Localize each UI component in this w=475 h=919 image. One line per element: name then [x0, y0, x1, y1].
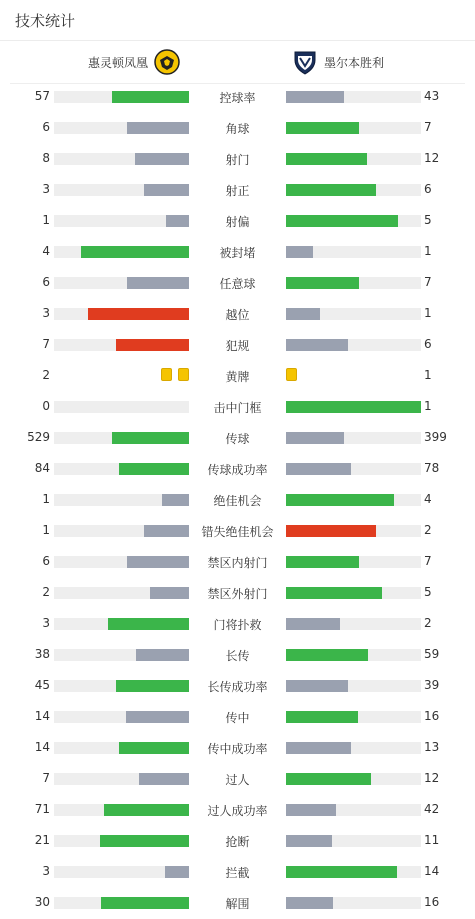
- away-stat-bar-fill: [286, 866, 397, 878]
- away-stat-bar: [286, 773, 421, 785]
- away-stat-value: 6: [424, 182, 432, 196]
- stat-row: [0, 484, 475, 515]
- away-stat-bar: [286, 680, 421, 692]
- home-stat-bar: [54, 742, 189, 754]
- home-stat-bar: [54, 587, 189, 599]
- home-stat-bar: [54, 835, 189, 847]
- stat-label: 击中门框: [213, 401, 262, 415]
- stat-label: 犯规: [225, 339, 250, 353]
- away-stat-value: 2: [424, 616, 432, 630]
- home-stat-bar-fill: [112, 432, 189, 444]
- away-stat-value: 59: [424, 647, 440, 661]
- home-stat-value: 7: [42, 771, 50, 785]
- home-stat-value: 8: [42, 151, 50, 165]
- away-stat-bar: [286, 556, 421, 568]
- away-stat-bar-fill: [286, 215, 398, 227]
- home-cards: [54, 368, 189, 382]
- stat-label: 射偏: [225, 215, 250, 229]
- away-stat-bar-fill: [286, 91, 344, 103]
- away-stat-value: 12: [424, 771, 440, 785]
- home-stat-value: 0: [42, 399, 50, 413]
- away-stat-value: 7: [424, 120, 432, 134]
- away-stat-bar: [286, 897, 421, 909]
- away-team-name: 墨尔本胜利: [324, 55, 385, 70]
- away-stat-value: 11: [424, 833, 440, 847]
- home-stat-value: 1: [42, 213, 50, 227]
- away-stat-bar-fill: [286, 649, 368, 661]
- home-stat-bar-fill: [116, 339, 189, 351]
- away-stat-bar-fill: [286, 587, 382, 599]
- away-stat-value: 14: [424, 864, 440, 878]
- team-header: [10, 41, 465, 84]
- home-stat-value: 6: [42, 554, 50, 568]
- home-stat-bar: [54, 153, 189, 165]
- home-stat-bar-fill: [100, 835, 189, 847]
- away-stat-bar-fill: [286, 804, 336, 816]
- away-stat-bar-fill: [286, 277, 359, 289]
- stat-label: 黄牌: [225, 370, 250, 384]
- away-stat-bar-fill: [286, 401, 421, 413]
- home-stat-bar-fill: [127, 556, 189, 568]
- home-stat-bar-fill: [144, 525, 189, 537]
- home-stat-value: 529: [27, 430, 50, 444]
- stat-label: 传球成功率: [207, 463, 268, 477]
- home-stat-bar: [54, 556, 189, 568]
- away-stat-bar-fill: [286, 122, 359, 134]
- home-stat-bar-fill: [139, 773, 189, 785]
- stat-label: 传中成功率: [207, 742, 268, 756]
- away-stat-value: 4: [424, 492, 432, 506]
- home-stat-bar-fill: [166, 215, 189, 227]
- away-stat-bar: [286, 277, 421, 289]
- away-stat-bar-fill: [286, 494, 394, 506]
- stat-label: 门将扑救: [213, 618, 262, 632]
- away-stat-bar-fill: [286, 153, 367, 165]
- away-stat-value: 42: [424, 802, 440, 816]
- home-stat-bar: [54, 277, 189, 289]
- home-team-name: 惠灵顿凤凰: [87, 55, 148, 70]
- stat-row: [0, 546, 475, 577]
- home-team-logo-icon: [154, 49, 180, 75]
- stat-label: 射门: [225, 153, 250, 167]
- away-stat-bar: [286, 649, 421, 661]
- home-stat-bar-fill: [119, 463, 189, 475]
- home-stat-value: 71: [34, 802, 50, 816]
- stat-label: 任意球: [219, 277, 256, 291]
- stat-label: 控球率: [219, 91, 256, 105]
- away-stat-bar-fill: [286, 463, 351, 475]
- stat-row: [0, 794, 475, 825]
- away-stat-bar: [286, 494, 421, 506]
- home-stat-bar: [54, 215, 189, 227]
- away-stat-value: 1: [424, 306, 432, 320]
- stat-label: 错失绝佳机会: [201, 525, 274, 539]
- stat-label: 抢断: [225, 835, 250, 849]
- stat-label: 被封堵: [219, 246, 256, 260]
- away-stat-value: 1: [424, 399, 432, 413]
- away-stat-value: 6: [424, 337, 432, 351]
- stat-row: [0, 577, 475, 608]
- home-stat-bar: [54, 773, 189, 785]
- yellow-card-icon: [286, 368, 297, 381]
- away-stat-bar-fill: [286, 897, 333, 909]
- stat-row: [0, 856, 475, 887]
- away-stat-value: 13: [424, 740, 440, 754]
- home-stat-value: 2: [42, 368, 50, 382]
- stat-row: [0, 267, 475, 298]
- away-stat-bar-fill: [286, 525, 376, 537]
- away-stat-bar: [286, 246, 421, 258]
- home-stat-value: 6: [42, 275, 50, 289]
- stat-label: 过人成功率: [207, 804, 268, 818]
- away-stat-bar-fill: [286, 432, 344, 444]
- away-stat-bar-fill: [286, 246, 313, 258]
- away-stat-value: 16: [424, 895, 440, 909]
- away-stat-value: 78: [424, 461, 440, 475]
- away-stat-bar-fill: [286, 680, 348, 692]
- away-stat-bar: [286, 463, 421, 475]
- away-stat-value: 1: [424, 368, 432, 382]
- home-stat-bar-fill: [165, 866, 189, 878]
- home-stat-value: 57: [34, 89, 50, 103]
- away-stat-bar: [286, 587, 421, 599]
- home-stat-value: 7: [42, 337, 50, 351]
- home-stat-bar-fill: [116, 680, 189, 692]
- home-stat-bar: [54, 91, 189, 103]
- home-stat-value: 2: [42, 585, 50, 599]
- away-stat-value: 7: [424, 275, 432, 289]
- away-stat-bar-fill: [286, 308, 320, 320]
- home-stat-bar: [54, 494, 189, 506]
- home-stat-bar: [54, 463, 189, 475]
- home-stat-value: 14: [34, 740, 50, 754]
- away-stat-bar: [286, 711, 421, 723]
- stat-label: 传球: [225, 432, 250, 446]
- home-stat-bar: [54, 618, 189, 630]
- home-team[interactable]: [88, 48, 180, 76]
- home-stat-bar-fill: [162, 494, 189, 506]
- stat-row: [0, 422, 475, 453]
- away-stat-value: 2: [424, 523, 432, 537]
- away-stat-bar: [286, 742, 421, 754]
- away-stat-value: 399: [424, 430, 447, 444]
- home-stat-bar-fill: [150, 587, 189, 599]
- home-stat-bar-fill: [127, 277, 189, 289]
- stat-label: 角球: [225, 122, 250, 136]
- stat-label: 拦截: [225, 866, 250, 880]
- away-stat-bar: [286, 215, 421, 227]
- stat-row: [0, 825, 475, 856]
- home-stat-value: 38: [34, 647, 50, 661]
- home-stat-value: 3: [42, 616, 50, 630]
- stat-label: 禁区外射门: [207, 587, 268, 601]
- home-stat-value: 21: [34, 833, 50, 847]
- home-stat-bar: [54, 339, 189, 351]
- stat-row: [0, 143, 475, 174]
- away-stat-value: 43: [424, 89, 440, 103]
- stat-row: [0, 453, 475, 484]
- away-stat-bar-fill: [286, 773, 371, 785]
- stat-row: [0, 236, 475, 267]
- stat-row: [0, 112, 475, 143]
- away-stat-bar: [286, 308, 421, 320]
- yellow-card-icon: [178, 368, 189, 381]
- stat-row: [0, 887, 475, 918]
- home-stat-value: 6: [42, 120, 50, 134]
- home-stat-bar: [54, 246, 189, 258]
- yellow-card-icon: [161, 368, 172, 381]
- stat-row: [0, 701, 475, 732]
- stat-row: [0, 732, 475, 763]
- home-stat-value: 1: [42, 523, 50, 537]
- home-stat-value: 45: [34, 678, 50, 692]
- stat-label: 禁区内射门: [207, 556, 268, 570]
- stat-label: 长传: [225, 649, 250, 663]
- stat-label: 解围: [225, 897, 250, 911]
- away-stat-bar-fill: [286, 339, 348, 351]
- stat-row: [0, 174, 475, 205]
- home-stat-bar: [54, 804, 189, 816]
- page-header: [0, 0, 475, 41]
- home-stat-bar-fill: [135, 153, 189, 165]
- away-stat-bar-fill: [286, 711, 358, 723]
- home-stat-value: 14: [34, 709, 50, 723]
- stat-row: [0, 329, 475, 360]
- home-stat-bar: [54, 525, 189, 537]
- stat-label: 传中: [225, 711, 250, 725]
- home-stat-value: 3: [42, 864, 50, 878]
- away-stat-bar: [286, 401, 421, 413]
- away-stat-bar: [286, 122, 421, 134]
- home-stat-bar-fill: [144, 184, 189, 196]
- away-stat-bar-fill: [286, 556, 359, 568]
- stat-label: 越位: [225, 308, 250, 322]
- away-stat-value: 5: [424, 213, 432, 227]
- stat-row: [0, 608, 475, 639]
- away-stat-value: 5: [424, 585, 432, 599]
- page-title: 技术统计: [15, 12, 76, 30]
- home-stat-bar: [54, 432, 189, 444]
- home-stat-bar: [54, 680, 189, 692]
- home-stat-bar-fill: [126, 711, 189, 723]
- home-stat-value: 1: [42, 492, 50, 506]
- home-stat-value: 84: [34, 461, 50, 475]
- home-stat-bar-fill: [119, 742, 189, 754]
- home-stat-bar: [54, 649, 189, 661]
- away-stat-value: 39: [424, 678, 440, 692]
- home-stat-bar-fill: [81, 246, 189, 258]
- away-stat-bar-fill: [286, 618, 340, 630]
- home-stat-bar: [54, 122, 189, 134]
- stat-row: [0, 205, 475, 236]
- stat-row: [0, 763, 475, 794]
- home-stat-bar: [54, 866, 189, 878]
- away-stat-value: 1: [424, 244, 432, 258]
- away-stat-bar: [286, 866, 421, 878]
- home-stat-bar: [54, 401, 189, 413]
- home-stat-bar-fill: [136, 649, 189, 661]
- home-stat-value: 4: [42, 244, 50, 258]
- home-stat-bar-fill: [101, 897, 189, 909]
- away-stat-value: 16: [424, 709, 440, 723]
- stat-row: [0, 670, 475, 701]
- away-stat-bar: [286, 835, 421, 847]
- away-stat-bar: [286, 339, 421, 351]
- home-stat-bar-fill: [108, 618, 189, 630]
- stat-label: 过人: [225, 773, 250, 787]
- away-stat-bar: [286, 618, 421, 630]
- away-stat-bar: [286, 804, 421, 816]
- stat-label: 长传成功率: [207, 680, 268, 694]
- home-stat-bar-fill: [88, 308, 189, 320]
- away-stat-bar: [286, 91, 421, 103]
- away-stat-bar-fill: [286, 835, 332, 847]
- stat-row: [0, 298, 475, 329]
- home-stat-bar: [54, 711, 189, 723]
- away-stat-bar: [286, 184, 421, 196]
- away-cards: [286, 368, 421, 382]
- away-team-logo-icon: [292, 49, 318, 75]
- stat-label: 射正: [225, 184, 250, 198]
- stat-row: [0, 360, 475, 391]
- away-stat-bar: [286, 432, 421, 444]
- home-stat-value: 3: [42, 182, 50, 196]
- home-stat-value: 30: [34, 895, 50, 909]
- stat-row: [0, 391, 475, 422]
- stats-list: [0, 81, 475, 918]
- stat-label: 绝佳机会: [213, 494, 262, 508]
- away-stat-value: 12: [424, 151, 440, 165]
- stat-row: [0, 515, 475, 546]
- stat-row: [0, 639, 475, 670]
- home-stat-bar-fill: [127, 122, 189, 134]
- away-team[interactable]: [292, 48, 384, 76]
- stat-row: [0, 81, 475, 112]
- home-stat-value: 3: [42, 306, 50, 320]
- away-stat-bar: [286, 525, 421, 537]
- home-stat-bar: [54, 184, 189, 196]
- home-stat-bar-fill: [104, 804, 189, 816]
- away-stat-value: 7: [424, 554, 432, 568]
- away-stat-bar-fill: [286, 184, 376, 196]
- home-stat-bar: [54, 897, 189, 909]
- away-stat-bar-fill: [286, 742, 351, 754]
- home-stat-bar-fill: [112, 91, 189, 103]
- away-stat-bar: [286, 153, 421, 165]
- home-stat-bar: [54, 308, 189, 320]
